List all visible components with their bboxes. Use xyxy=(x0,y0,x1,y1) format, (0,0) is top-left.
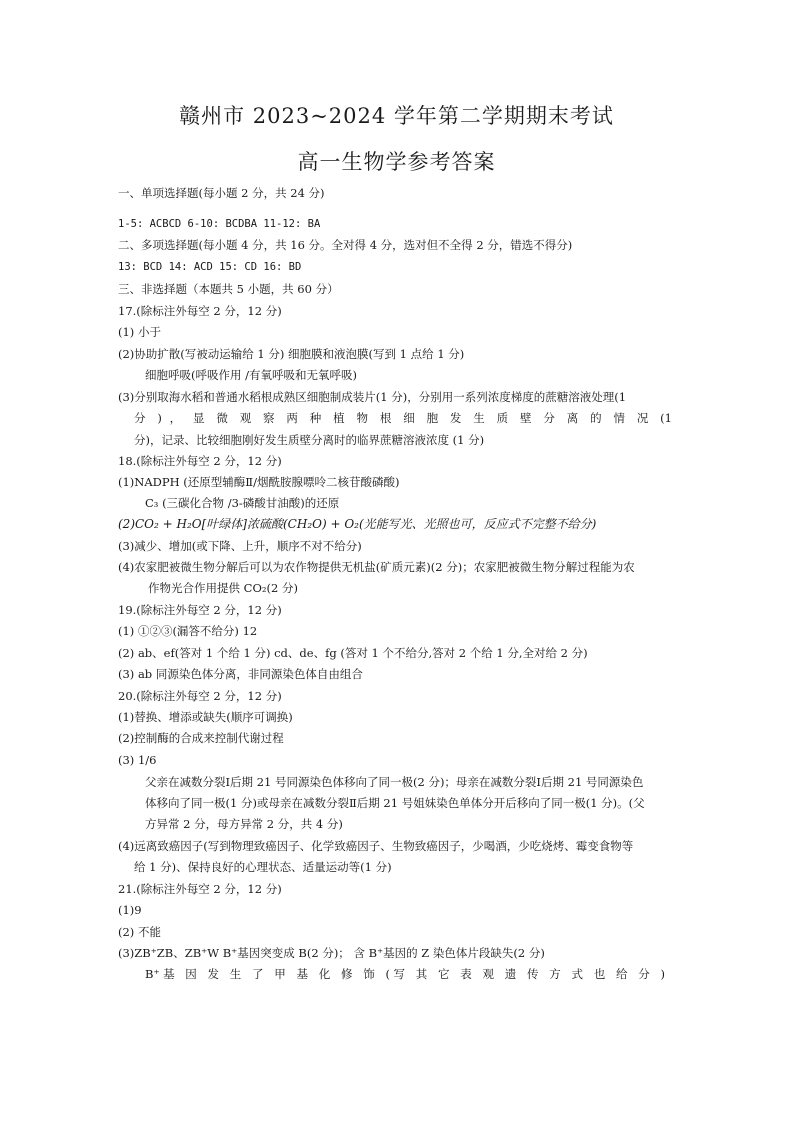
q17-answer-3-cont: 分 ) ， 显 微 观 察 两 种 植 物 根 细 胞 发 生 质 壁 分 离 的 情 况 (1 xyxy=(134,411,672,425)
section-heading-non-choice: 三、非选择题（本题共 5 小题，共 60 分） xyxy=(118,282,339,296)
q21-answer-2: (2) 不能 xyxy=(118,925,161,939)
q21-answer-1: (1)9 xyxy=(118,903,142,917)
q20-answer-3-detail-cont: 体移向了同一极(1 分)或母亲在减数分裂Ⅱ后期 21 号姐妹染色单体分开后移向了同一极(1 分)。(父 xyxy=(145,796,645,810)
question-17-heading: 17.(除标注外每空 2 分，12 分) xyxy=(118,304,282,318)
q20-answer-2: (2)控制酶的合成来控制代谢过程 xyxy=(118,731,284,745)
answers-multi-choice: 13: BCD 14: ACD 15: CD 16: BD xyxy=(118,261,302,273)
q18-answer-3: (3)减少、增加(或下降、上升，顺序不对不给分) xyxy=(118,539,362,553)
q17-answer-2: (2)协助扩散(写被动运输给 1 分) 细胞膜和液泡膜(写到 1 点给 1 分) xyxy=(118,347,465,361)
q20-answer-4-cont: 给 1 分)、保持良好的心理状态、适量运动等(1 分) xyxy=(134,860,392,874)
q17-answer-1: (1) 小于 xyxy=(118,325,161,339)
q19-answer-3: (3) ab 同源染色体分离，非同源染色体自由组合 xyxy=(118,667,363,681)
question-19-heading: 19.(除标注外每空 2 分，12 分) xyxy=(118,603,282,617)
q17-answer-3-end: 分)，记录、比较细胞刚好发生质壁分离时的临界蔗糖溶液浓度 (1 分) xyxy=(134,433,485,447)
q18-answer-2-equation: (2)CO₂ + H₂O[叶绿体]浓硫酸(CH₂O) + O₂(光能写光、光照也可，反应式不完整不给分) xyxy=(118,517,597,531)
q18-answer-4: (4)农家肥被微生物分解后可以为农作物提供无机盐(矿质元素)(2 分)；农家肥被微生物分解过程能为农 xyxy=(118,560,635,574)
question-18-heading: 18.(除标注外每空 2 分，12 分) xyxy=(118,454,282,468)
q21-answer-3-cont: B⁺基 因 发 生 了 甲 基 化 修 饰 (写 其 它 表 观 遗 传 方 式 也 给 分 ) xyxy=(145,967,665,981)
exam-title: 赣州市 2023~2024 学年第二学期期末考试 xyxy=(179,104,614,128)
q19-answer-1: (1) ①②③(漏答不给分) 12 xyxy=(118,624,258,638)
q19-answer-2: (2) ab、ef(答对 1 个给 1 分) cd、de、fg (答对 1 个不给分,答对 2 个给 1 分,全对给 2 分) xyxy=(118,646,588,660)
answer-key-title: 高一生物学参考答案 xyxy=(297,150,496,174)
q18-answer-1-cont: C₃ (三碳化合物 /3-磷酸甘油酸)的还原 xyxy=(145,496,340,510)
section-heading-multi-choice: 二、多项选择题(每小题 4 分，共 16 分。全对得 4 分，选对但不全得 2 分，错选不得分) xyxy=(118,238,573,252)
answers-single-choice: 1-5: ACBCD 6-10: BCDBA 11-12: BA xyxy=(118,218,321,230)
q20-answer-3-detail: 父亲在减数分裂Ⅰ后期 21 号同源染色体移向了同一极(2 分)；母亲在减数分裂Ⅰ后期 21 号同源染色 xyxy=(145,775,644,789)
q20-answer-3-detail-end: 方异常 2 分，母方异常 2 分，共 4 分) xyxy=(145,817,343,831)
q20-answer-4: (4)远离致癌因子(写到物理致癌因子、化学致癌因子、生物致癌因子，少喝酒，少吃烧烤、霉变食物等 xyxy=(118,839,634,853)
q18-answer-1: (1)NADPH (还原型辅酶Ⅱ/烟酰胺腺嘌呤二核苷酸磷酸) xyxy=(118,475,400,489)
q17-answer-3: (3)分别取海水稻和普通水稻根成熟区细胞制成装片(1 分)，分别用一系列浓度梯度的蔗糖溶液处理(1 xyxy=(118,390,627,404)
q20-answer-1: (1)替换、增添或缺失(顺序可调换) xyxy=(118,710,293,724)
q20-answer-3: (3) 1/6 xyxy=(118,753,157,767)
section-heading-single-choice: 一、单项选择题(每小题 2 分，共 24 分) xyxy=(118,186,325,200)
q17-answer-2-cont: 细胞呼吸(呼吸作用 /有氧呼吸和无氧呼吸) xyxy=(145,368,358,382)
question-20-heading: 20.(除标注外每空 2 分，12 分) xyxy=(118,689,282,703)
q21-answer-3: (3)ZB⁺ZB、ZB⁺W B⁺基因突变成 B(2 分)； 含 B⁺基因的 Z 染色体片段缺失(2 分) xyxy=(118,946,545,960)
question-21-heading: 21.(除标注外每空 2 分，12 分) xyxy=(118,882,282,896)
q18-answer-4-cont: 作物光合作用提供 CO₂(2 分) xyxy=(148,581,298,595)
